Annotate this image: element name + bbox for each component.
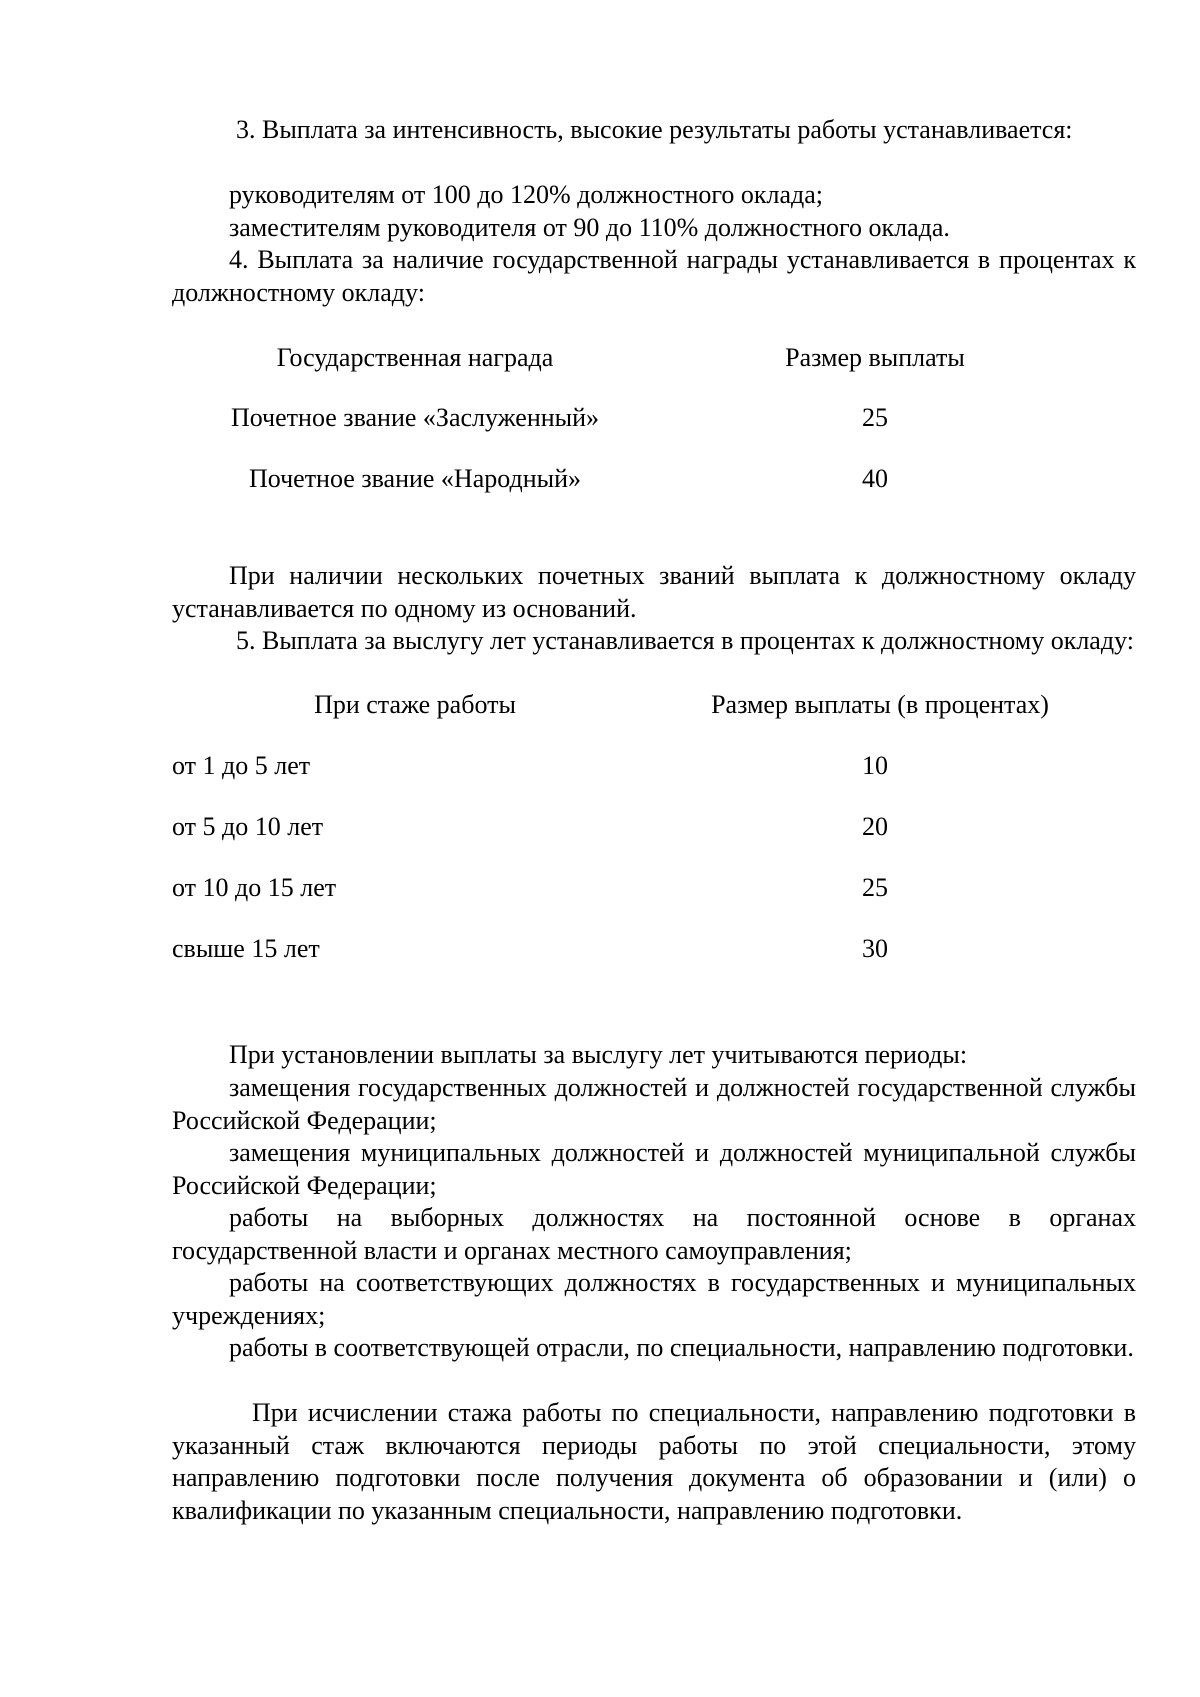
seniority-table-row-value: 25: [862, 873, 888, 902]
award-table-row-value: 25: [862, 403, 888, 432]
seniority-table-row-period: от 5 до 10 лет: [172, 812, 324, 841]
period-item-5: работы в соответствующей отрасли, по специальности, направлению подготовки.: [229, 1333, 1134, 1362]
award-table-row-award: Почетное звание «Заслуженный»: [230, 403, 600, 432]
section-3-item-1: руководителям от 100 до 120% должностного оклада;: [229, 180, 824, 209]
section-3-heading: 3. Выплата за интенсивность, высокие результаты работы устанавливается:: [236, 115, 1073, 144]
closing-paragraph: При исчислении стажа работы по специальности, направлению подготовки в указанный стаж включаются периоды работы по этой специальности, этому направлению подготовки после получения документа об образовании и (или) о квалификации по указанным специальности, направлению подготовки.: [172, 1398, 1136, 1525]
section-3-item-2: заместителям руководителя от 90 до 110% должностного оклада.: [229, 213, 950, 242]
section-4-heading: 4. Выплата за наличие государственной награды устанавливается в процентах к должностному окладу:: [172, 245, 1136, 307]
seniority-table-row-period: от 10 до 15 лет: [172, 873, 337, 902]
period-item-1: замещения государственных должностей и должностей государственной службы Российской Федерации;: [172, 1073, 1136, 1135]
period-item-2: замещения муниципальных должностей и должностей муниципальной службы Российской Федерации;: [172, 1138, 1136, 1200]
seniority-table-row-period: свыше 15 лет: [172, 934, 320, 963]
award-table-header-award: Государственная награда: [276, 343, 554, 372]
seniority-table-header-size: Размер выплаты (в процентах): [711, 690, 1049, 719]
seniority-table-row-period: от 1 до 5 лет: [172, 751, 311, 780]
seniority-table-row-value: 30: [862, 934, 888, 963]
award-table-row-award: Почетное звание «Народный»: [248, 464, 582, 493]
seniority-table-row-value: 10: [862, 751, 888, 780]
award-table-header-size: Размер выплаты: [785, 343, 965, 372]
period-item-3: работы на выборных должностях на постоянной основе в органах государственной власти и органах местного самоуправления;: [172, 1203, 1136, 1265]
seniority-table-row-value: 20: [862, 812, 888, 841]
periods-intro: При установлении выплаты за выслугу лет учитываются периоды:: [229, 1040, 968, 1069]
seniority-table-header-period: При стаже работы: [314, 690, 516, 719]
award-table-row-value: 40: [862, 464, 888, 493]
section-5-heading: 5. Выплата за выслугу лет устанавливается в процентах к должностному окладу:: [236, 626, 1134, 655]
period-item-4: работы на соответствующих должностях в государственных и муниципальных учреждениях;: [172, 1268, 1136, 1330]
section-4-note: При наличии нескольких почетных званий выплата к должностному окладу устанавливается по одному из оснований.: [172, 561, 1136, 623]
